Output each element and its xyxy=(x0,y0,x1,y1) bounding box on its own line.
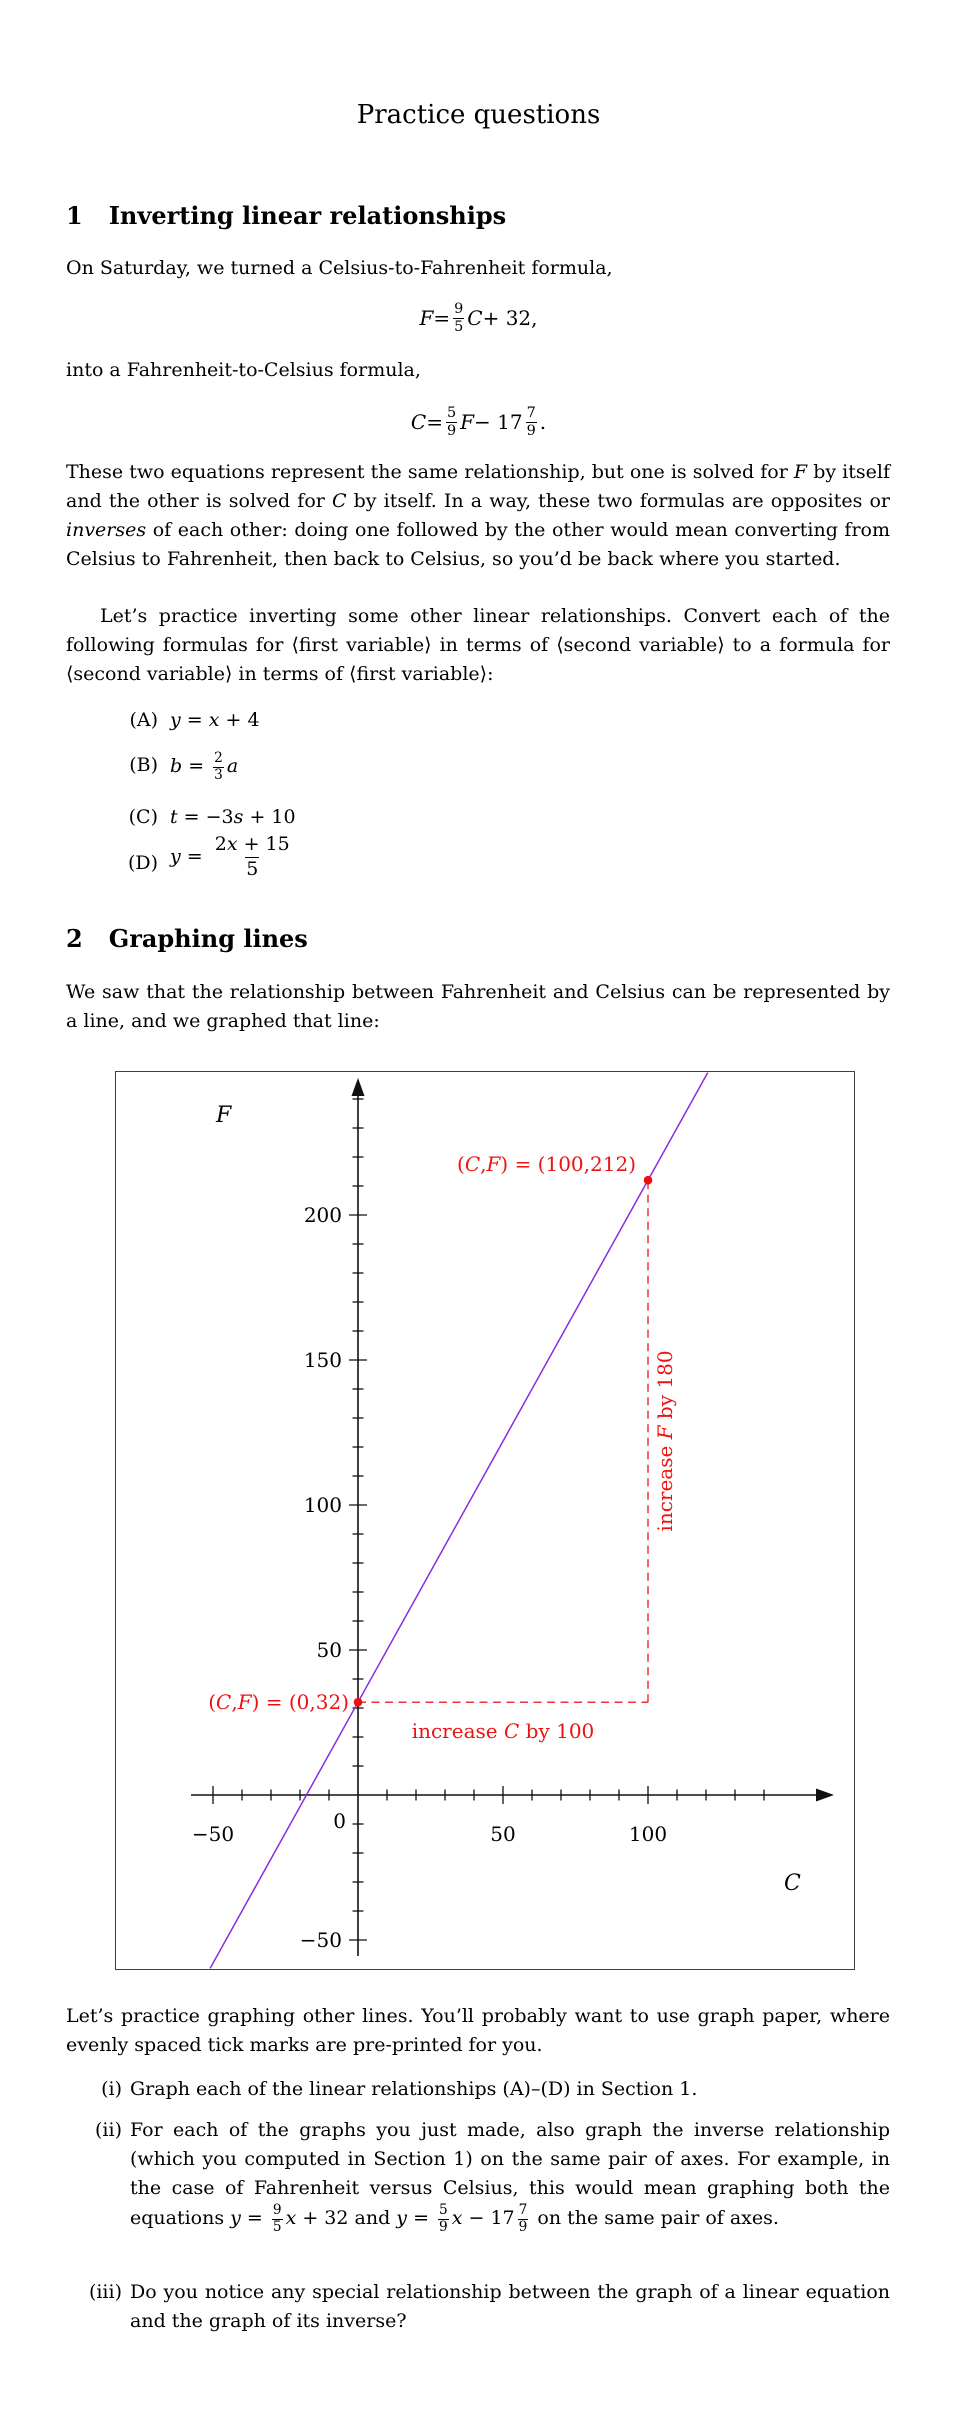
item-d-formula: y = $\frac{2x + 15}{5}$ xyxy=(170,833,290,880)
paragraph-practice-graphing: Let’s practice graphing other lines. You’ll probably want to use graph paper, where evenly spaced tick marks are pre-printed for you. xyxy=(66,2005,890,2056)
y-tick-label: −50 xyxy=(299,1928,342,1952)
point-label-100-212: (C,F) = (100,212) xyxy=(457,1152,636,1176)
fahrenheit-celsius-graph xyxy=(116,1072,856,1971)
item-b-formula: b = $\frac{2}{3}$ a xyxy=(170,750,239,783)
graph-figure xyxy=(115,1071,855,1970)
section-1-number: 1 xyxy=(66,201,83,230)
item-c-label: (C) xyxy=(128,806,158,828)
item-iii-text: Do you notice any special relationship between the graph of a linear equation and the graph of its inverse? xyxy=(130,2281,890,2332)
paragraph-we-saw: We saw that the relationship between Fahrenheit and Celsius can be represented by a line, and we graphed that line: xyxy=(66,981,890,1032)
rise-annotation: increase F by 180 xyxy=(653,1350,677,1532)
paragraph-into-f-to-c: into a Fahrenheit-to-Celsius formula, xyxy=(66,359,421,381)
equation-c-to-f: F = $\frac{9}{5}$ C + 32, xyxy=(419,300,538,335)
origin-tick-label: 0 xyxy=(333,1809,346,1833)
item-iii-label: (iii) xyxy=(88,2281,122,2303)
item-ii-text: For each of the graphs you just made, also graph the inverse relationship (which you computed in Section 1) on the same pair of axes. For example, in the case of Fahrenheit versus Celsius, this would mean graphing both the equations y = $\frac{9}{5}$ x + 32 and y = $\frac{5}{9}$ x − 17 $\frac{7}{9}$ on the same pair of axes. xyxy=(130,2119,890,2235)
marked-point xyxy=(354,1698,363,1707)
point-label-0-32: (C,F) = (0,32) xyxy=(208,1690,349,1714)
section-1-heading xyxy=(66,201,506,230)
item-a-formula: y = x + 4 xyxy=(170,709,260,731)
section-2-number: 2 xyxy=(66,924,83,953)
item-c-formula: t = −3s + 10 xyxy=(170,806,296,828)
marked-point xyxy=(644,1176,653,1185)
y-tick-label: 50 xyxy=(316,1638,342,1662)
paragraph-celsius-intro: On Saturday, we turned a Celsius-to-Fahrenheit formula, xyxy=(66,257,613,279)
item-i-text: Graph each of the linear relationships (A)–(D) in Section 1. xyxy=(130,2078,698,2100)
y-tick-label: 100 xyxy=(303,1493,342,1517)
item-d-label: (D) xyxy=(127,852,158,874)
item-i-label: (i) xyxy=(101,2078,122,2100)
paragraph-practice-inverting: Let’s practice inverting some other linear relationships. Convert each of the following formulas for ⟨first variable⟩ in terms of ⟨second variable⟩ to a formula for ⟨second variable⟩ in terms of ⟨first variable⟩: xyxy=(66,605,890,685)
item-b-label: (B) xyxy=(129,754,158,776)
equation-f-to-c: C = $\frac{5}{9}$ F − 17 $\frac{7}{9}$ . xyxy=(410,404,547,439)
item-ii-label: (ii) xyxy=(95,2119,122,2141)
y-tick-label: 200 xyxy=(303,1203,342,1227)
x-axis-arrow-icon xyxy=(816,1789,834,1802)
y-axis-arrow-icon xyxy=(352,1078,365,1096)
item-a-label: (A) xyxy=(129,709,158,731)
section-2-heading xyxy=(66,924,308,953)
x-axis-variable-label: C xyxy=(784,1871,801,1896)
y-axis-variable-label: F xyxy=(216,1103,232,1128)
tick-labels xyxy=(192,1203,667,1952)
paragraph-inverses: These two equations represent the same relationship, but one is solved for F by itself and the other is solved for C by itself. In a way, these two formulas are opposites or inverses of each other: doing one followed by the other would mean converting from Celsius to Fahrenheit, then back to Celsius, so you’d be back where you started. xyxy=(66,461,890,570)
section-1-title: Inverting linear relationships xyxy=(108,201,507,230)
run-annotation: increase C by 100 xyxy=(411,1719,595,1743)
document-title: Practice questions xyxy=(356,100,601,130)
x-tick-label: 100 xyxy=(628,1822,668,1846)
y-tick-label: 150 xyxy=(303,1348,342,1372)
section-2-title: Graphing lines xyxy=(108,924,308,953)
x-tick-label: 50 xyxy=(490,1822,516,1846)
x-tick-label: −50 xyxy=(191,1822,235,1846)
